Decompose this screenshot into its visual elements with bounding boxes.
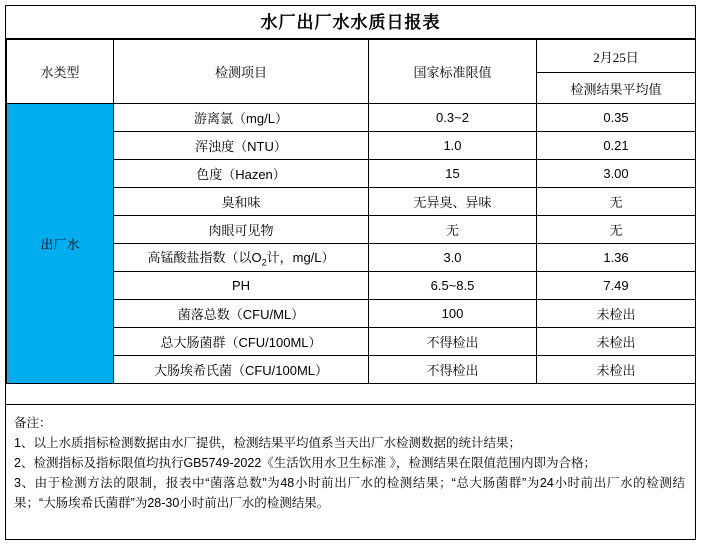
- result-value: 未检出: [537, 328, 696, 356]
- item-suffix: 计，mg/L）: [266, 250, 335, 266]
- water-type-value: 出厂水: [7, 104, 114, 384]
- test-item-name: 肉眼可见物: [114, 216, 369, 244]
- standard-limit-value: 不得检出: [369, 328, 537, 356]
- standard-limit-value: 1.0: [369, 132, 537, 160]
- standard-limit-value: 6.5~8.5: [369, 272, 537, 300]
- result-value: 1.36: [537, 244, 696, 272]
- header-result-average: 检测结果平均值: [537, 73, 696, 104]
- page-title: 水厂出厂水水质日报表: [6, 6, 695, 39]
- standard-limit-value: 无异臭、异味: [369, 188, 537, 216]
- result-value: 0.35: [537, 104, 696, 132]
- standard-limit-value: 0.3~2: [369, 104, 537, 132]
- result-value: 3.00: [537, 160, 696, 188]
- water-quality-table: [6, 39, 696, 384]
- test-item-name: PH: [114, 272, 369, 300]
- notes-line-3: 3、由于检测方法的限制，报表中“菌落总数”为48小时前出厂水的检测结果；“总大肠菌群”为24小时前出厂水的检测结果；“大肠埃希氏菌群”为28-30小时前出厂水的检测结果。: [14, 476, 685, 510]
- notes-line-1: 1、以上水质指标检测数据由水厂提供，检测结果平均值系当天出厂水检测数据的统计结果；: [14, 436, 521, 450]
- test-item-name: 菌落总数（CFU/ML）: [114, 300, 369, 328]
- result-value: 未检出: [537, 300, 696, 328]
- test-item-name: 臭和味: [114, 188, 369, 216]
- result-value: 无: [537, 216, 696, 244]
- notes-section: [6, 404, 695, 539]
- test-item-name: 游离氯（mg/L）: [114, 104, 369, 132]
- result-value: 0.21: [537, 132, 696, 160]
- notes-line-2: 2、检测指标及指标限值均执行GB5749-2022《生活饮用水卫生标准 》，检测结果在限值范围内即为合格；: [14, 456, 597, 470]
- test-item-name: 色度（Hazen）: [114, 160, 369, 188]
- test-item-name: 浑浊度（NTU）: [114, 132, 369, 160]
- header-water-type: 水类型: [7, 40, 114, 104]
- header-date: 2月25日: [537, 40, 696, 73]
- result-value: 7.49: [537, 272, 696, 300]
- test-item-name: 总大肠菌群（CFU/100ML）: [114, 328, 369, 356]
- standard-limit-value: 3.0: [369, 244, 537, 272]
- item-prefix: 高锰酸盐指数（以O: [147, 250, 262, 266]
- standard-limit-value: 无: [369, 216, 537, 244]
- standard-limit-value: 不得检出: [369, 356, 537, 384]
- header-standard-limit: 国家标准限值: [369, 40, 537, 104]
- standard-limit-value: 100: [369, 300, 537, 328]
- standard-limit-value: 15: [369, 160, 537, 188]
- notes-label: 备注：: [14, 416, 52, 430]
- result-value: 未检出: [537, 356, 696, 384]
- header-test-item: 检测项目: [114, 40, 369, 104]
- result-value: 无: [537, 188, 696, 216]
- test-item-name: [114, 244, 369, 272]
- table-row: [7, 104, 696, 132]
- test-item-name: 大肠埃希氏菌（CFU/100ML）: [114, 356, 369, 384]
- table-header-row-1: [7, 40, 696, 73]
- item-subscript: 2: [261, 257, 267, 268]
